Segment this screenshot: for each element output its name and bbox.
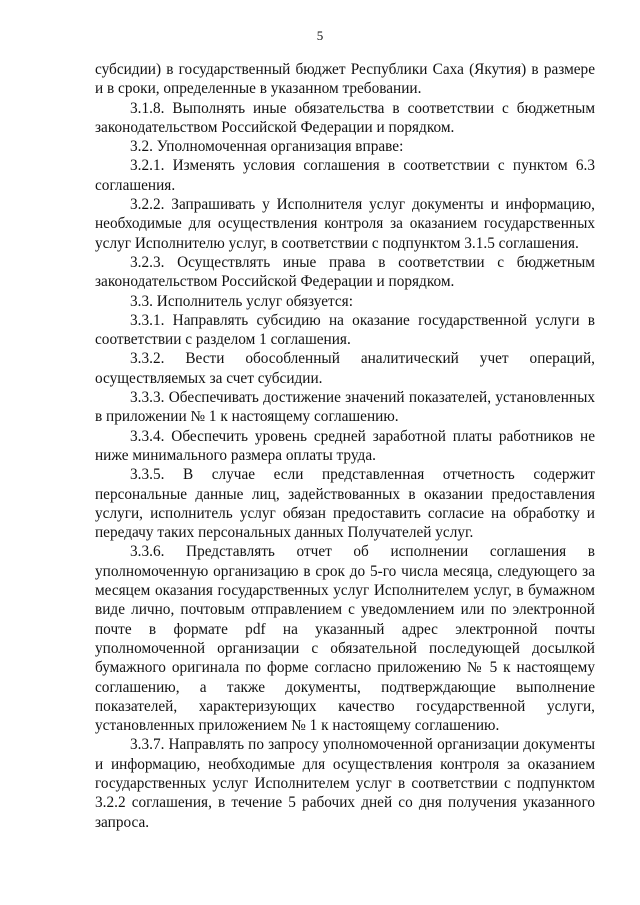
paragraph-3-2: 3.2. Уполномоченная организация вправе: xyxy=(130,138,404,156)
paragraph-3-2-2: 3.2.2. Запрашивать у Исполнителя услуг документы и информацию, необходимые для осуществления контроля за оказанием государственных услуг Исполнителю услуг, в соответствии с подпунктом 3.1.5 соглашения. xyxy=(95,196,595,252)
paragraph-3-3-6: 3.3.6. Представлять отчет об исполнении соглашения в уполномоченную организацию в срок до 5-го числа месяца, следующего за месяцем оказания государственных услуг Исполнителем услуг, в бумажном виде лично, почтовым отправлением с уведомлением или по электронной почте в формате pdf на указанный адрес электронной почты уполномоченной организации с обязательной последующей досылкой бумажного оригинала по форме согласно приложению № 5 к настоящему соглашению, а также документы, подтверждающие выполнение показателей, характеризующих качество государственной услуги, установленных приложением № 1 к настоящему соглашению. xyxy=(95,543,595,735)
document-body xyxy=(95,60,595,832)
paragraph-3-2-3: 3.2.3. Осуществлять иные права в соответствии с бюджетным законодательством Российской Федерации и порядком. xyxy=(95,253,595,291)
paragraph-3-3-1: 3.3.1. Направлять субсидию на оказание государственной услуги в соответствии с разделом 1 соглашения. xyxy=(95,311,595,349)
paragraph-3-3-2: 3.3.2. Вести обособленный аналитический учет операций, осуществляемых за счет субсидии. xyxy=(95,350,595,387)
page-number: 5 xyxy=(316,28,324,43)
paragraph-3-3-7: 3.3.7. Направлять по запросу уполномоченной организации документы и информацию, необходимые для осуществления контроля за оказанием государственных услуг Исполнителем услуг в соответствии с подпунктом 3.2.2 соглашения, в течение 5 рабочих дней со дня получения указанного запроса. xyxy=(95,736,595,831)
paragraph-3-3-5: 3.3.5. В случае если представленная отчетность содержит персональные данные лиц, задействованных в оказании предоставления услуги, исполнитель услуг обязан предоставить согласие на обработку и передачу таких персональных данных Получателей услуг. xyxy=(95,466,595,542)
paragraph-3-1-8: 3.1.8. Выполнять иные обязательства в соответствии с бюджетным законодательством Российской Федерации и порядком. xyxy=(95,99,595,136)
paragraph-continuation: субсидии) в государственный бюджет Республики Саха (Якутия) в размере и в сроки, определенные в указанном требовании. xyxy=(95,61,595,98)
paragraph-3-3: 3.3. Исполнитель услуг обязуется: xyxy=(130,292,353,310)
paragraph-3-3-3: 3.3.3. Обеспечивать достижение значений показателей, установленных в приложении № 1 к настоящему соглашению. xyxy=(95,389,595,426)
paragraph-3-3-4: 3.3.4. Обеспечить уровень средней заработной платы работников не ниже минимального размера оплаты труда. xyxy=(95,427,595,464)
paragraph-3-2-1: 3.2.1. Изменять условия соглашения в соответствии с пунктом 6.3 соглашения. xyxy=(95,157,595,194)
